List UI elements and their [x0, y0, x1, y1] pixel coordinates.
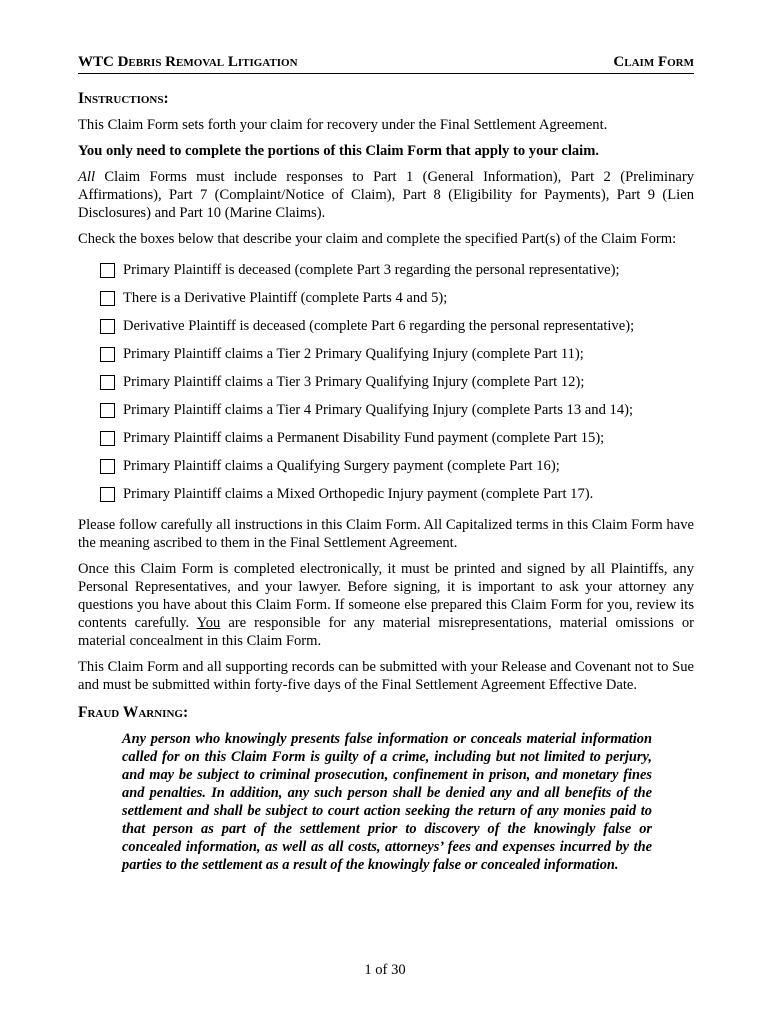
checklist-label: Primary Plaintiff claims a Tier 4 Primary Qualifying Injury (complete Parts 13 and 14); — [123, 402, 634, 418]
checklist-item — [100, 368, 694, 396]
checklist-item — [100, 480, 694, 508]
checklist-label: Primary Plaintiff claims a Tier 2 Primary Qualifying Injury (complete Part 11); — [123, 346, 584, 362]
checklist-item — [100, 396, 694, 424]
checkbox-qualifying-surgery[interactable] — [100, 459, 115, 474]
required-parts-text: Claim Forms must include responses to Part 1 (General Information), Part 2 (Preliminary Affirmations), Part 7 (Complaint/Notice of Claim), Part 8 (Eligibility for Payments), Part 9 (Lien Disclosures) and Part 10 (Marine Claims). — [78, 169, 694, 221]
checklist-item — [100, 424, 694, 452]
instructions-required-parts — [78, 168, 694, 222]
instructions-check-boxes: Check the boxes below that describe your claim and complete the specified Part(s) of the Claim Form: — [78, 231, 677, 247]
checklist-label: Primary Plaintiff claims a Qualifying Surgery payment (complete Part 16); — [123, 458, 560, 474]
checkbox-tier-2[interactable] — [100, 347, 115, 362]
checklist-item — [100, 284, 694, 312]
checklist-label: Derivative Plaintiff is deceased (complete Part 6 regarding the personal representative); — [123, 318, 635, 334]
claim-checklist — [78, 256, 694, 508]
checkbox-mixed-orthopedic[interactable] — [100, 487, 115, 502]
instructions-submission: This Claim Form and all supporting records can be submitted with your Release and Covenant not to Sue and must be submitted within forty-five days of the Final Settlement Agreement Effective Date. — [78, 659, 694, 693]
instructions-heading: Instructions: — [78, 90, 169, 107]
checkbox-primary-deceased[interactable] — [100, 263, 115, 278]
signing-text-a: Once this Claim Form is completed electronically, it must be printed and signed by all Plaintiffs, any Personal Representatives, and your lawyer. Before signing, it is important to ask your attorney any questions you have about this Claim Form. If someone else prepared this Claim Form for you, review its contents carefully. — [78, 561, 694, 631]
checkbox-derivative-deceased[interactable] — [100, 319, 115, 334]
required-parts-lead: All — [78, 169, 96, 185]
checkbox-tier-3[interactable] — [100, 375, 115, 390]
instructions-intro: This Claim Form sets forth your claim for recovery under the Final Settlement Agreement. — [78, 117, 608, 133]
header-litigation-title: WTC Debris Removal Litigation — [78, 54, 298, 70]
checklist-label: Primary Plaintiff claims a Permanent Disability Fund payment (complete Part 15); — [123, 430, 605, 446]
fraud-warning-heading: Fraud Warning: — [78, 704, 189, 721]
checklist-item — [100, 452, 694, 480]
page-number: 1 of 30 — [364, 962, 406, 978]
instructions-capitalized-terms: Please follow carefully all instructions in this Claim Form. All Capitalized terms in this Claim Form have the meaning ascribed to them in the Final Settlement Agreement. — [78, 517, 694, 551]
checklist-label: Primary Plaintiff claims a Tier 3 Primary Qualifying Injury (complete Part 12); — [123, 374, 585, 390]
checklist-label: Primary Plaintiff is deceased (complete Part 3 regarding the personal representative); — [123, 262, 620, 278]
checkbox-derivative-plaintiff[interactable] — [100, 291, 115, 306]
checkbox-tier-4[interactable] — [100, 403, 115, 418]
instructions-signing — [78, 560, 694, 650]
checklist-item — [100, 256, 694, 284]
signing-you: You — [196, 615, 221, 631]
checkbox-permanent-disability[interactable] — [100, 431, 115, 446]
page-body — [78, 90, 694, 874]
page-header — [78, 49, 694, 74]
checklist-item — [100, 312, 694, 340]
checklist-label: Primary Plaintiff claims a Mixed Orthopedic Injury payment (complete Part 17). — [123, 486, 594, 502]
checklist-item — [100, 340, 694, 368]
instructions-scope-note: You only need to complete the portions of this Claim Form that apply to your claim. — [78, 143, 600, 159]
signing-text-b: are responsible for any material misrepresentations, material omissions or material concealment in this Claim Form. — [78, 615, 694, 649]
fraud-warning-text: Any person who knowingly presents false information or conceals material information called for on this Claim Form is guilty of a crime, including but not limited to perjury, and may be subject to criminal prosecution, confinement in prison, and monetary fines and penalties. In addition, any such person shall be denied any and all benefits of the settlement and shall be subject to court action seeking the return of any monies paid to that person as part of the settlement prior to discovery of the knowingly false or concealed information, as well as all costs, attorneys’ fees and expenses incurred by the parties to the settlement as a result of the knowingly false or concealed information. — [122, 731, 652, 873]
checklist-label: There is a Derivative Plaintiff (complete Parts 4 and 5); — [123, 290, 448, 306]
header-form-title: Claim Form — [613, 54, 694, 70]
